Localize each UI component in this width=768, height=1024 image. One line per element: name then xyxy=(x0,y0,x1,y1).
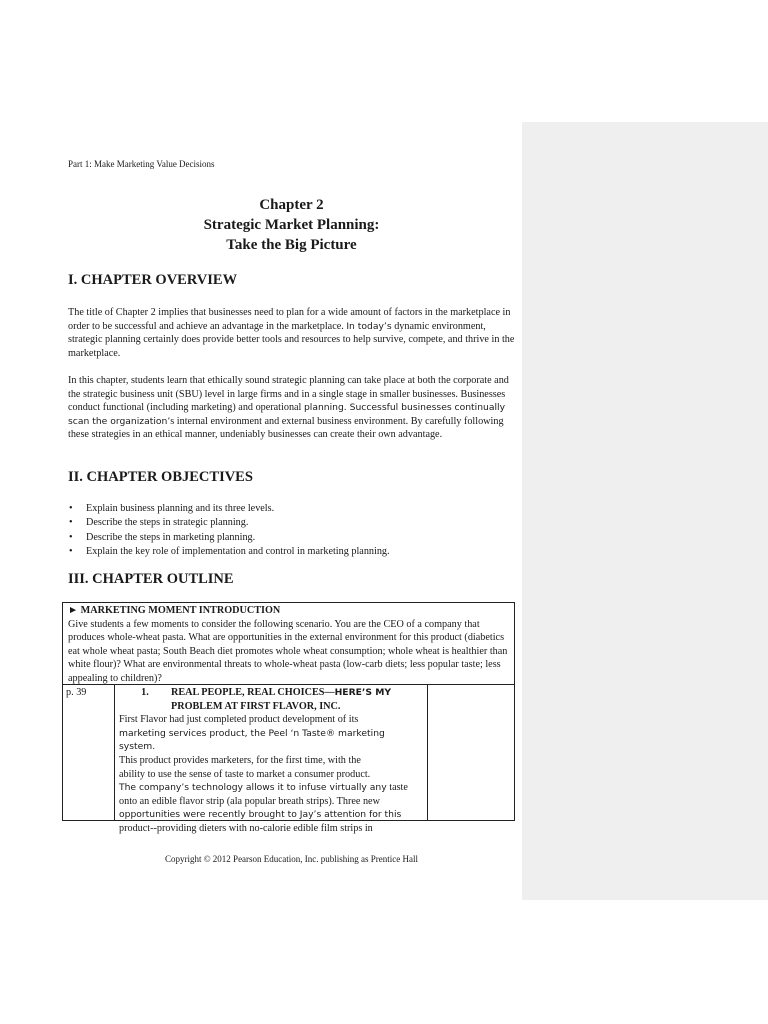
overview-p2-text-c: s internal environment and external business environment. By carefully following these strategies in an ethical manner, undeniably businesses can create their own advantage. xyxy=(68,415,504,441)
objectives-list xyxy=(68,502,518,560)
outline-line: This product provides marketers, for the first time, with the xyxy=(119,754,361,766)
objectives-heading: II. CHAPTER OBJECTIVES xyxy=(68,469,253,485)
outline-item-heading xyxy=(119,686,423,713)
overview-paragraph-1 xyxy=(68,306,518,360)
list-item: • Describe the steps in strategic planning. xyxy=(68,516,518,530)
overview-p1-text-b: In today’s xyxy=(346,320,392,332)
overview-p2-text-b: planning. Successful businesses continually scan the organization’ xyxy=(68,402,506,427)
marketing-moment-text: Give students a few moments to consider the following scenario. You are the CEO of a company that produces whole-wheat pasta. What are opportunities in the external environment for this product (diabetics eat whole wheat pasta; South Beach diet promotes whole wheat consumption; whole wheat is healthier than white flour)? What are environmental threats to whole-wheat pasta (low-carb diets; less popular taste; less appealing to children)? xyxy=(68,618,508,684)
list-item: • Describe the steps in marketing planning. xyxy=(68,531,518,545)
notes-column xyxy=(428,685,514,820)
outline-heading-c: PROBLEM AT FIRST FLAVOR, INC. xyxy=(171,700,341,712)
list-item: • Explain the key role of implementation and control in marketing planning. xyxy=(68,545,518,559)
outline-line-b: taste xyxy=(386,782,408,794)
outline-heading-b: HERE’S MY xyxy=(334,687,392,698)
page-header: Part 1: Make Marketing Value Decisions xyxy=(68,159,215,169)
overview-p1-text-c: dynamic environment, strategic planning certainly does provide better tools and resources to help survive, compete, and thrive in the marketplace. xyxy=(68,320,515,359)
table-row xyxy=(63,685,514,834)
outline-line xyxy=(119,781,423,795)
chapter-number: Chapter 2 xyxy=(259,197,324,213)
overview-heading: I. CHAPTER OVERVIEW xyxy=(68,272,238,288)
marketing-moment-title: ► MARKETING MOMENT INTRODUCTION xyxy=(68,605,281,616)
outline-line: First Flavor had just completed product development of its xyxy=(119,714,359,726)
chapter-title xyxy=(68,195,515,255)
outline-line: opportunities were recently brought to Jay’s attention for this xyxy=(119,809,402,821)
outline-line: ability to use the sense of taste to market a consumer product. xyxy=(119,768,371,780)
overview-paragraph-2 xyxy=(68,374,518,442)
comments-pane xyxy=(522,122,768,900)
outline-line: onto an edible flavor strip (ala popular breath strips). Three new xyxy=(119,795,380,807)
outline-item-content xyxy=(115,685,428,834)
overview-p1-text-a: The title of Chapter 2 implies that businesses need to plan for a wide amount of factors in the marketplace in order to be successful and achieve an advantage in the marketplace. xyxy=(68,307,511,332)
outline-line: product--providing dieters with no-calorie edible film strips in xyxy=(119,822,373,834)
list-item: • Explain business planning and its three levels. xyxy=(68,502,518,516)
overview-p2-text-a: In this chapter, students learn that ethically sound strategic planning can take place at both the corporate and the strategic business unit (SBU) level in large firms and in a single stage in smaller businesses. Businesses conduct functional (including marketing) and operational xyxy=(68,375,509,414)
copyright-footer: Copyright © 2012 Pearson Education, Inc. publishing as Prentice Hall xyxy=(164,854,419,864)
outline-item-number: 1. xyxy=(141,687,149,698)
outline-table xyxy=(62,602,515,834)
chapter-title-line-2: Take the Big Picture xyxy=(226,237,357,253)
outline-line-a: The company’s technology allows it to infuse virtually any xyxy=(119,782,387,794)
marketing-moment-box xyxy=(63,603,514,685)
chapter-title-line-1: Strategic Market Planning: xyxy=(203,217,380,233)
outline-line: marketing services product, the Peel ‘n Taste® marketing system. xyxy=(119,727,385,753)
outline-heading-a: REAL PEOPLE, REAL CHOICES— xyxy=(171,687,335,698)
page-reference: p. 39 xyxy=(63,685,115,820)
outline-heading: III. CHAPTER OUTLINE xyxy=(68,571,234,587)
